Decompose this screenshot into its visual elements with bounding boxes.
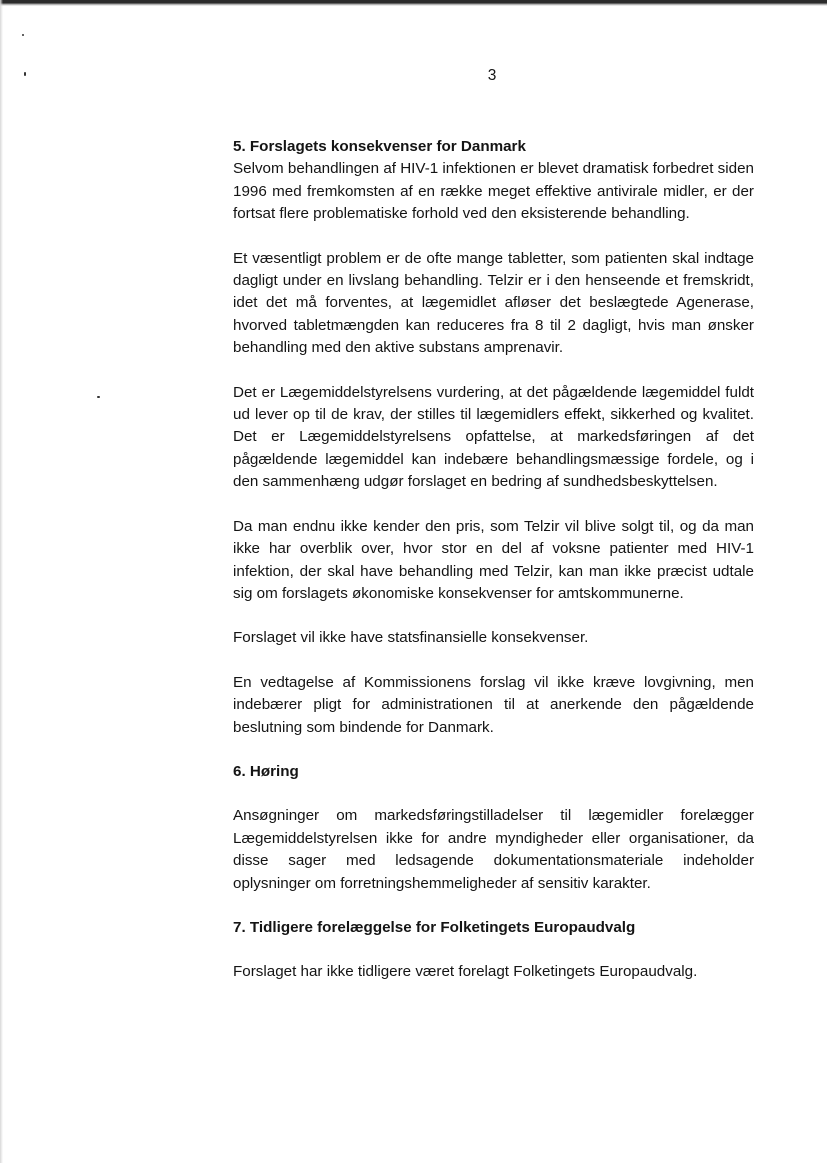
scan-speck bbox=[22, 34, 24, 36]
page-number: 3 bbox=[487, 67, 497, 84]
section-5-paragraph-1: Selvom behandlingen af HIV-1 infektionen er blevet dramatisk forbedret siden 1996 med fremkomsten af en række meget effektive antivirale midler, er der fortsat flere problematiske forhold ved den eksisterende behandling. bbox=[233, 160, 754, 223]
section-5-heading: 5. Forslagets konsekvenser for Danmark bbox=[233, 138, 526, 155]
section-7-paragraph-1: Forslaget har ikke tidligere været forelagt Folketingets Europaudvalg. bbox=[233, 963, 698, 981]
section-7 bbox=[233, 917, 754, 984]
document-body bbox=[233, 136, 754, 1006]
scan-left-edge bbox=[0, 0, 3, 1163]
section-7-heading: 7. Tidligere forelæggelse for Folketingets Europaudvalg bbox=[233, 918, 636, 936]
scan-speck bbox=[24, 72, 26, 76]
scan-speck bbox=[97, 396, 100, 398]
section-5 bbox=[233, 136, 754, 739]
section-5-paragraph-6: En vedtagelse af Kommissionens forslag vil ikke kræve lovgivning, men indebærer pligt for administrationen til at anerkende den pågældende beslutning som bindende for Danmark. bbox=[233, 673, 754, 736]
section-5-paragraph-5: Forslaget vil ikke have statsfinansielle konsekvenser. bbox=[233, 629, 589, 647]
scan-top-edge bbox=[0, 0, 827, 6]
section-5-paragraph-2: Et væsentligt problem er de ofte mange tabletter, som patienten skal indtage dagligt under en livslang behandling. Telzir er i den henseende et fremskridt, idet det må forventes, at lægemidlet afløser det beslægtede Agenerase, hvorved tabletmængden kan reduceres fra 8 til 2 dagligt, hvis man ønsker behandling med den aktive substans amprenavir. bbox=[233, 249, 754, 357]
section-6-paragraph-1: Ansøgninger om markedsføringstilladelser til lægemidler forelægger Lægemiddelstyrelsen ikke for andre myndigheder eller organisationer, da disse sager med ledsagende dokumentationsmateriale indeholder oplysninger om forretningshemmeligheder af sensitiv karakter. bbox=[233, 807, 754, 892]
section-5-paragraph-3: Det er Lægemiddelstyrelsens vurdering, at det pågældende lægemiddel fuldt ud lever op til de krav, der stilles til lægemidlers effekt, sikkerhed og kvalitet. Det er Lægemiddelstyrelsens opfattelse, at markedsføringen af det pågældende lægemiddel kan indebære behandlingsmæssige fordele, og i den sammenhæng udgør forslaget en bedring af sundhedsbeskyttelsen. bbox=[233, 383, 754, 491]
section-6 bbox=[233, 761, 754, 895]
section-6-heading: 6. Høring bbox=[233, 762, 299, 780]
section-5-paragraph-4: Da man endnu ikke kender den pris, som Telzir vil blive solgt til, og da man ikke har overblik over, hvor stor en del af voksne patienter med HIV-1 infektion, der skal have behandling med Telzir, kan man ikke præcist udtale sig om forslagets økonomiske konsekvenser for amtskommunerne. bbox=[233, 517, 754, 602]
